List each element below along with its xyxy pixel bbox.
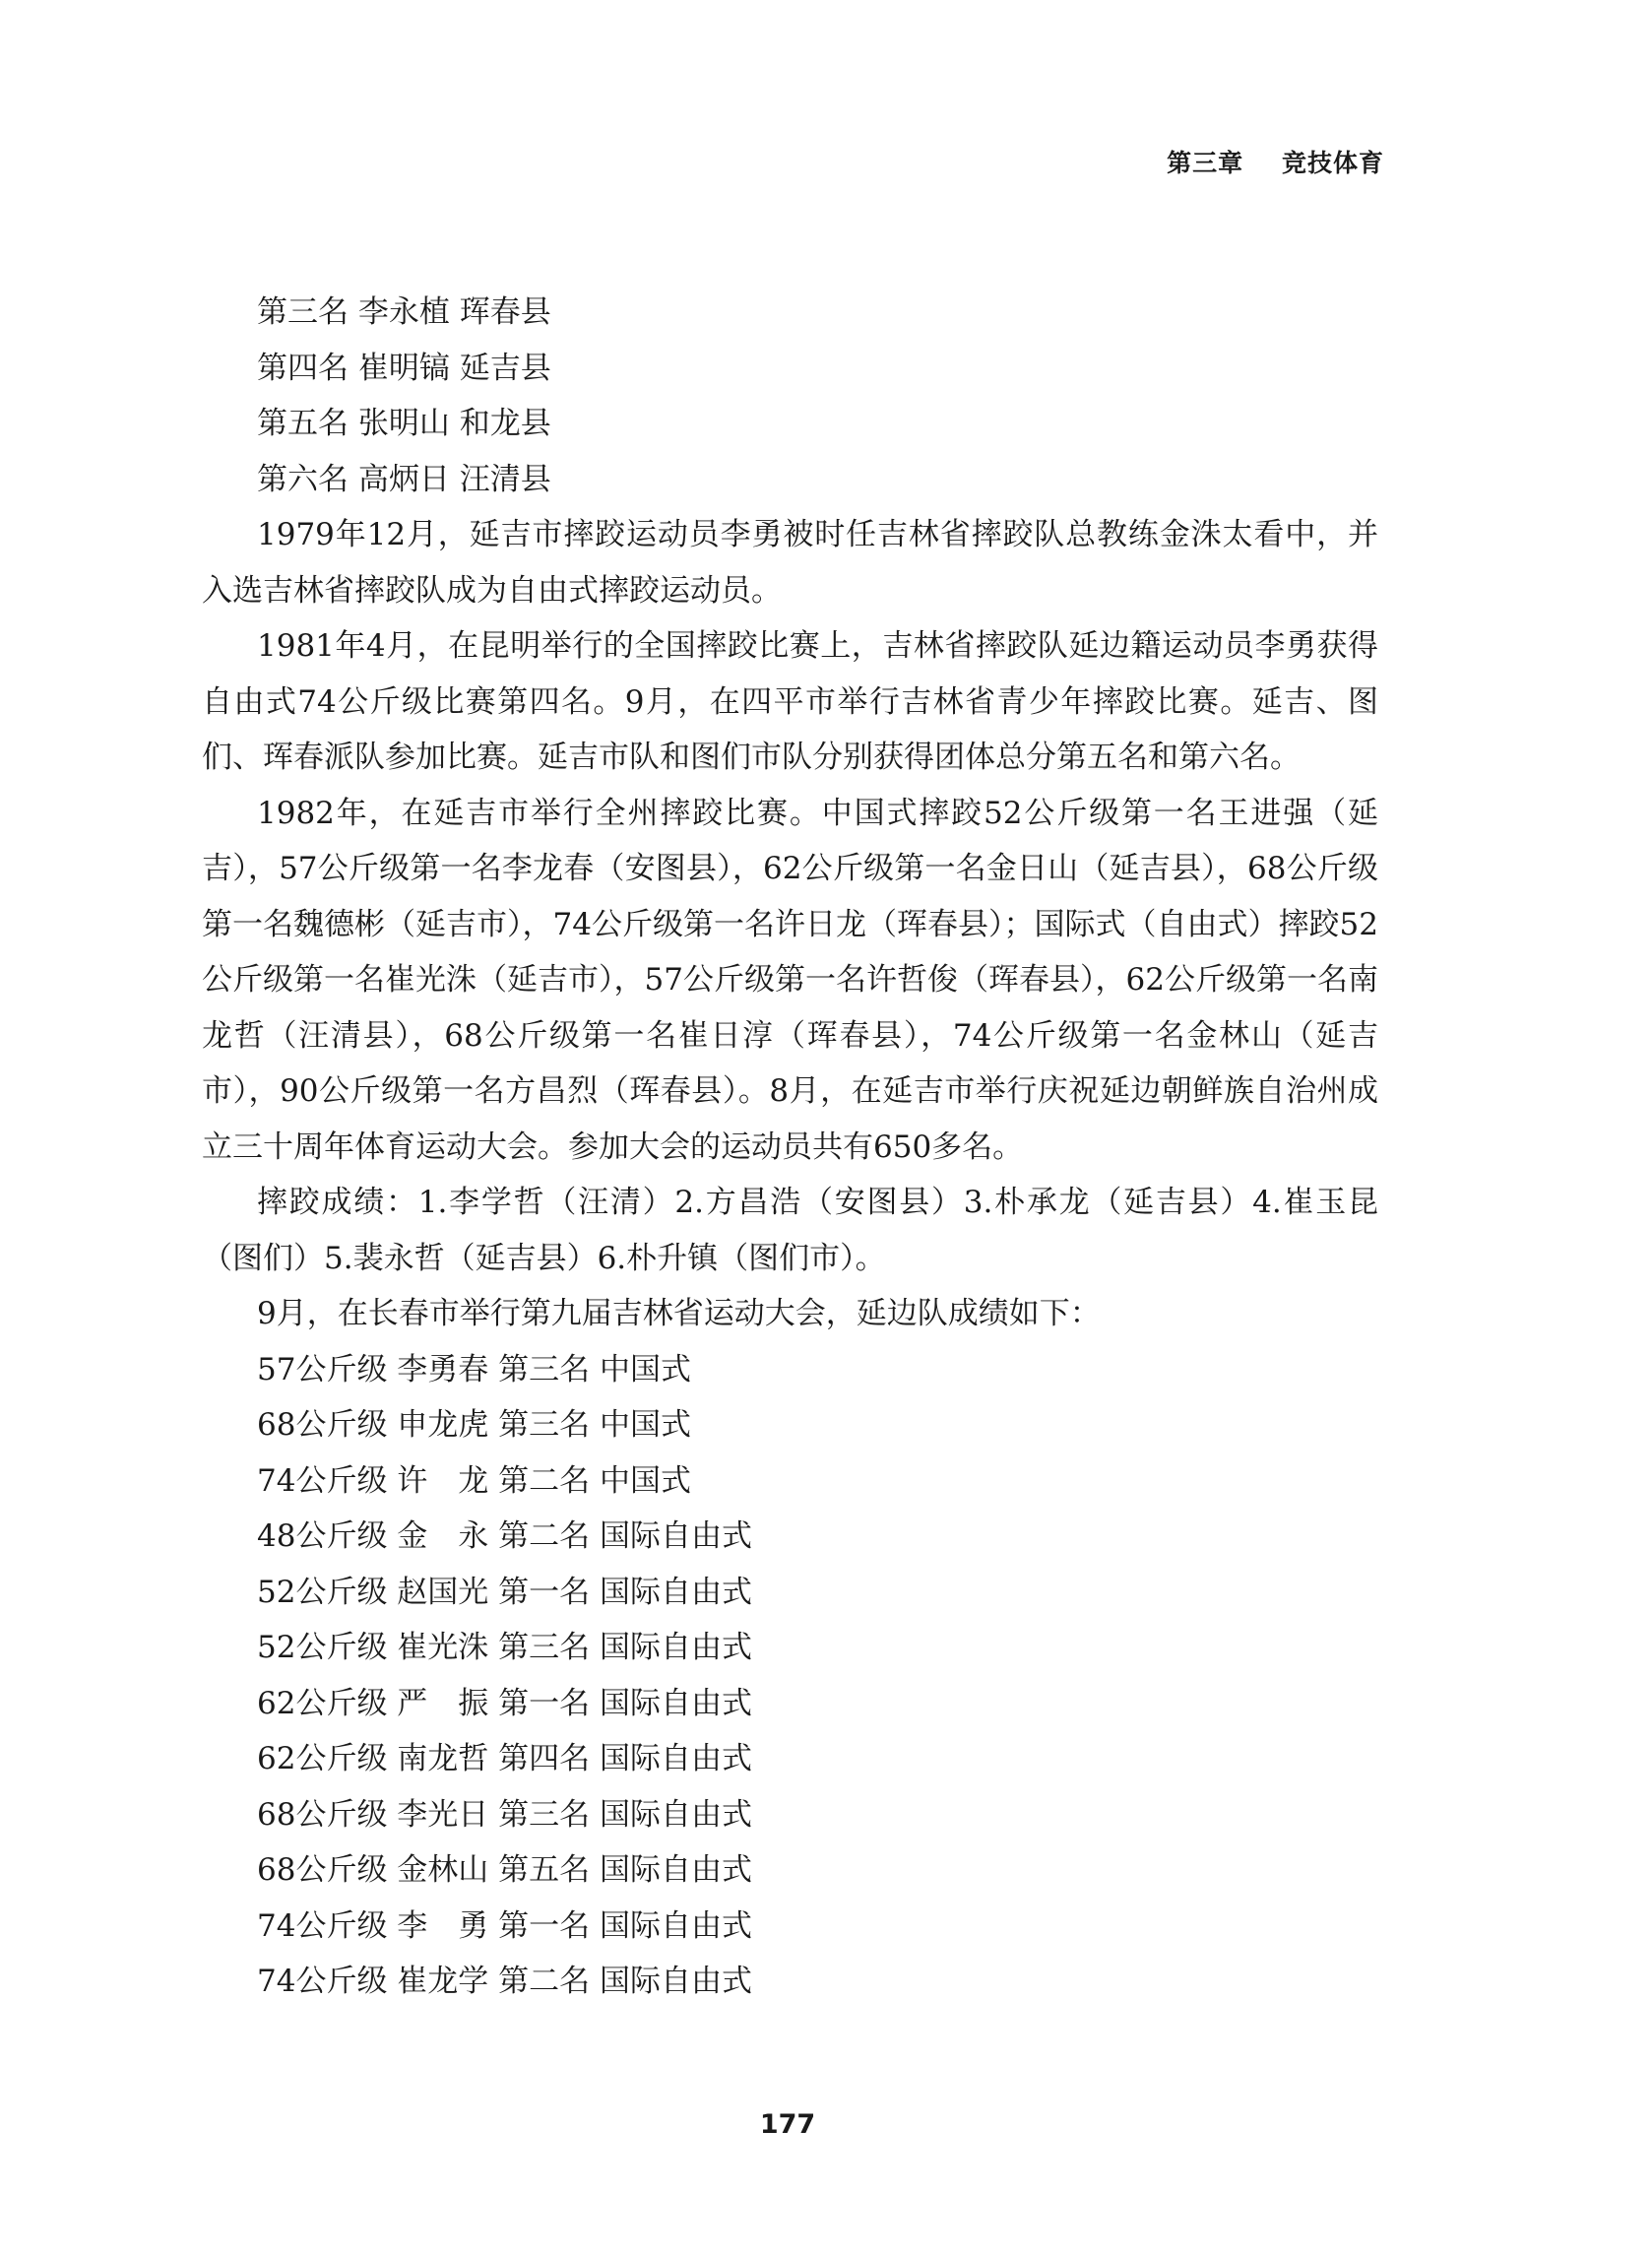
chapter-number: 第三章 (1167, 149, 1244, 177)
result-line: 68公斤级 李光日 第三名 国际自由式 (257, 1796, 753, 1833)
ranking-line: 第三名 李永植 珲春县 (257, 294, 551, 330)
result-line: 57公斤级 李勇春 第三名 中国式 (257, 1351, 692, 1387)
ranking-line: 第四名 崔明镐 延吉县 (257, 350, 551, 386)
result-line: 52公斤级 赵国光 第一名 国际自由式 (257, 1574, 753, 1610)
result-line: 62公斤级 南龙哲 第四名 国际自由式 (257, 1741, 753, 1776)
paragraph: 1982年，在延吉市举行全州摔跤比赛。中国式摔跤52公斤级第一名王进强（延吉），57公斤级第一名李龙春（安图县），62公斤级第一名金日山（延吉县），68公斤级第一名魏德彬（延吉市），74公斤级第一名许日龙（珲春县）；国际式（自由式）摔跤52公斤级第一名崔光洙（延吉市），57公斤级第一名许哲俊（珲春县），62公斤级第一名南龙哲（汪清县），68公斤级第一名崔日淳（珲春县），74公斤级第一名金林山（延吉市），90公斤级第一名方昌烈（珲春县）。8月，在延吉市举行庆祝延边朝鲜族自治州成立三十周年体育运动大会。参加大会的运动员共有650多名。 (202, 795, 1378, 1165)
result-line: 48公斤级 金 永 第二名 国际自由式 (257, 1518, 753, 1554)
result-line: 52公斤级 崔光洙 第三名 国际自由式 (257, 1630, 753, 1665)
result-line: 74公斤级 李 勇 第一名 国际自由式 (257, 1907, 753, 1944)
paragraph: 1981年4月，在昆明举行的全国摔跤比赛上，吉林省摔跤队延边籍运动员李勇获得自由式74公斤级比赛第四名。9月，在四平市举行吉林省青少年摔跤比赛。延吉、图们、珲春派队参加比赛。延吉市队和图们市队分别获得团体总分第五名和第六名。 (202, 628, 1378, 775)
paragraph: 摔跤成绩：1.李学哲（汪清）2.方昌浩（安图县）3.朴承龙（延吉县）4.崔玉昆（图们）5.裴永哲（延吉县）6.朴升镇（图们市）。 (202, 1185, 1378, 1276)
paragraph: 9月，在长春市举行第九届吉林省运动大会，延边队成绩如下： (257, 1296, 1101, 1331)
result-line: 74公斤级 崔龙学 第二名 国际自由式 (257, 1964, 753, 1999)
result-line: 68公斤级 申龙虎 第三名 中国式 (257, 1407, 692, 1443)
result-line: 62公斤级 严 振 第一名 国际自由式 (257, 1685, 753, 1721)
running-header (1167, 144, 1384, 179)
page-number: 177 (759, 2109, 816, 2140)
paragraph: 1979年12月，延吉市摔跤运动员李勇被时任吉林省摔跤队总教练金洙太看中，并入选吉林省摔跤队成为自由式摔跤运动员。 (202, 517, 1378, 609)
ranking-line: 第六名 高炳日 汪清县 (257, 461, 551, 497)
ranking-line: 第五名 张明山 和龙县 (257, 406, 551, 441)
chapter-title: 竞技体育 (1281, 149, 1384, 177)
result-line: 68公斤级 金林山 第五名 国际自由式 (257, 1852, 753, 1888)
body-text (202, 285, 1378, 2010)
result-line: 74公斤级 许 龙 第二名 中国式 (257, 1462, 692, 1499)
